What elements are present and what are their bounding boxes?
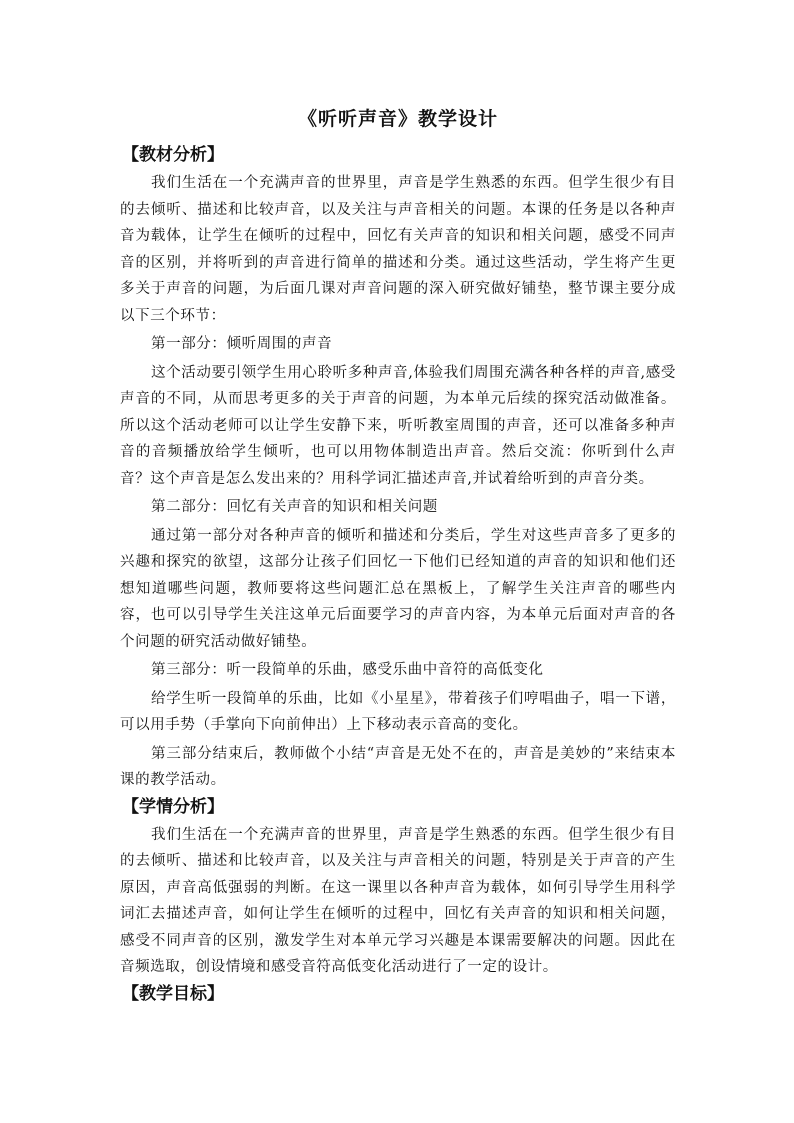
section-heading-students: 【学情分析】 [122, 796, 224, 817]
section-heading-goals: 【教学目标】 [122, 983, 224, 1004]
part2-heading: 第二部分：回忆有关声音的知识和相关问题 [151, 499, 438, 515]
document-title: 《听听声音》教学设计 [297, 108, 498, 130]
part2-paragraph: 通过第一部分对各种声音的倾听和描述和分类后，学生对这些声音多了更多的兴趣和探究的欲望，这部分让孩子们回忆一下他们已经知道的声音的知识和他们还想知道哪些问题，教师要将这些问题汇总在黑板上，了解学生关注声音的哪些内容，也可以引导学生关注这单元后面要学习的声音内容，为本单元后面对声音的各个问题的研究活动做好铺垫。 [120, 527, 676, 650]
materials-intro-paragraph: 我们生活在一个充满声音的世界里，声音是学生熟悉的东西。但学生很少有目的去倾听、描述和比较声音，以及关注与声音相关的问题。本课的任务是以各种声音为载体，让学生在倾听的过程中，回忆有关声音的知识和相关问题，感受不同声音的区别，并将听到的声音进行简单的描述和分类。通过这些活动，学生将产生更多关于声音的问题，为后面几课对声音问题的深入研究做好铺垫，整节课主要分成以下三个环节： [120, 175, 676, 324]
part1-heading: 第一部分：倾听周围的声音 [151, 336, 333, 352]
section-heading-materials: 【教材分析】 [122, 145, 224, 165]
closing-paragraph: 第三部分结束后，教师做个小结“声音是无处不在的，声音是美妙的”来结束本课的教学活动。 [120, 745, 676, 788]
part1-paragraph: 这个活动要引领学生用心聆听多种声音,体验我们周围充满各种各样的声音,感受声音的不同，从而思考更多的关于声音的问题，为本单元后续的探究活动做准备。所以这个活动老师可以让学生安静下来，听听教室周围的声音，还可以准备多种声音的音频播放给学生倾听，也可以用物体制造出声音。然后交流：你听到什么声音？这个声音是怎么发出来的？用科学词汇描述声音,并试着给听到的声音分类。 [120, 364, 676, 487]
part3-heading: 第三部分：听一段简单的乐曲，感受乐曲中音符的高低变化 [151, 662, 544, 678]
document-page [120, 100, 676, 1007]
part3-paragraph: 给学生听一段简单的乐曲，比如《小星星》，带着孩子们哼唱曲子，唱一下谱，可以用手势（手掌向下向前伸出）上下移动表示音高的变化。 [120, 690, 676, 733]
students-paragraph: 我们生活在一个充满声音的世界里，声音是学生熟悉的东西。但学生很少有目的去倾听、描述和比较声音，以及关注与声音相关的问题，特别是关于声音的产生原因，声音高低强弱的判断。在这一课里以各种声音为载体，如何引导学生用科学词汇去描述声音，如何让学生在倾听的过程中，回忆有关声音的知识和相关问题，感受不同声音的区别，激发学生对本单元学习兴趣是本课需要解决的问题。因此在音频选取，创设情境和感受音符高低变化活动进行了一定的设计。 [120, 826, 676, 975]
